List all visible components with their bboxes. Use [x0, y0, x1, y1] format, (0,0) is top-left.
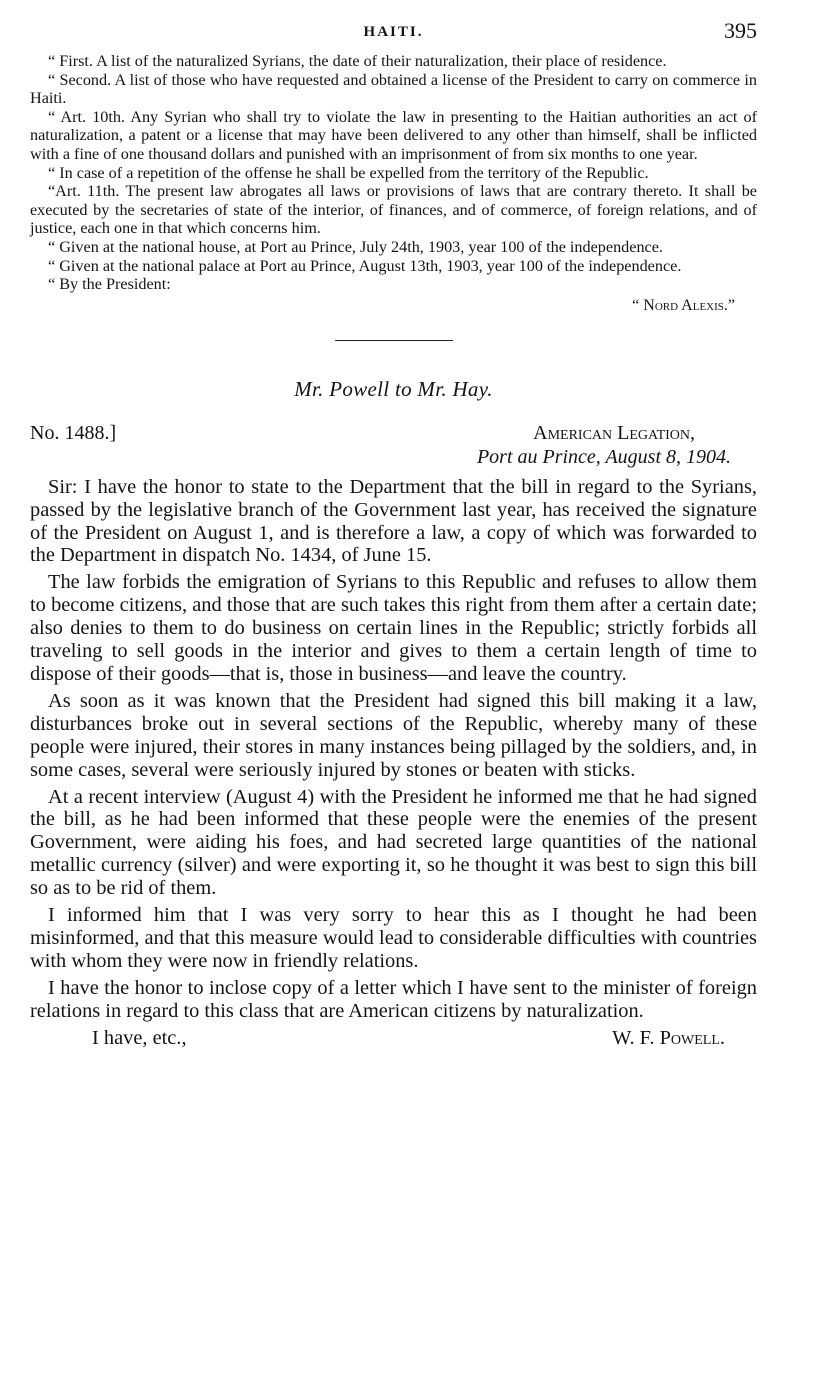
- running-header: [30, 18, 757, 52]
- letter-paragraph: As soon as it was known that the President had signed this bill making it a law, disturbances broke out in several sections of the Republic, whereby many of these people were injured, their stores in many instances being pillaged by the soldiers, and, in some cases, several were seriously injured by stones or beaten with sticks.: [30, 689, 757, 781]
- law-paragraph: “ In case of a repetition of the offense he shall be expelled from the territory of the Republic.: [48, 163, 649, 182]
- law-excerpt: [30, 52, 757, 294]
- letter-address-block: [30, 422, 757, 472]
- place-date: Port au Prince, August 8, 1904.: [476, 445, 731, 468]
- law-paragraph: “ Given at the national house, at Port au Prince, July 24th, 1903, year 100 of the independence.: [48, 237, 663, 256]
- letter-closing: [30, 1027, 757, 1057]
- dispatch-number: No. 1488.]: [30, 421, 117, 444]
- closing-phrase: I have, etc.,: [92, 1026, 187, 1049]
- page-number: 395: [724, 18, 757, 43]
- law-paragraph: “ By the President:: [48, 275, 171, 294]
- law-paragraph: “ Second. A list of those who have requested and obtained a license of the President to carry on commerce in Haiti.: [30, 70, 757, 108]
- letter-paragraph: The law forbids the emigration of Syrians to this Republic and refuses to allow them to become citizens, and those that are such takes this right from them after a certain date; also denies to them to do business on certain lines in the Republic; strictly forbids all traveling to sell goods in the interior and gives to them a certain length of time to dispose of their goods—that is, those in business—and leave the country.: [30, 571, 757, 685]
- document-page: [30, 18, 757, 1057]
- letter-paragraph: I have the honor to inclose copy of a letter which I have sent to the minister of foreign relations in regard to this class that are American citizens by naturalization.: [30, 976, 757, 1022]
- signature: W. F. Powell.: [612, 1026, 725, 1049]
- section-divider: [335, 340, 453, 341]
- letter-paragraph: Sir: I have the honor to state to the Department that the bill in regard to the Syrians, passed by the legislative branch of the Government last year, has received the signature of the President on August 1, and is therefore a law, a copy of which was forwarded to the Department in dispatch No. 1434, of June 15.: [30, 475, 757, 567]
- running-title: HAITI.: [363, 24, 424, 40]
- legation-name: American Legation,: [533, 421, 695, 444]
- letter-paragraph: At a recent interview (August 4) with the President he informed me that he had signed the bill, as he had been informed that these people were the enemies of the present Government, were aiding his foes, and had secreted large quantities of the national metallic currency (silver) and were exporting it, so he thought it was best to sign this bill so as to be rid of them.: [30, 785, 757, 900]
- letter-body: [30, 476, 757, 1023]
- law-paragraph: “ Given at the national palace at Port au Prince, August 13th, 1903, year 100 of the independence.: [48, 256, 682, 275]
- law-paragraph: “ Art. 10th. Any Syrian who shall try to violate the law in presenting to the Haitian authorities an act of naturalization, a patent or a license that may have been delivered to any other than himself, shall be inflicted with a fine of one thousand dollars and punished with an imprisonment of from six months to one year.: [30, 107, 757, 163]
- letter-paragraph: I informed him that I was very sorry to hear this as I thought he had been misinformed, and that this measure would lead to considerable difficulties with countries with whom they were now in friendly relations.: [30, 904, 757, 972]
- letter-heading: Mr. Powell to Mr. Hay.: [294, 376, 493, 401]
- law-paragraph: “Art. 11th. The present law abrogates all laws or provisions of laws that are contrary thereto. It shall be executed by the secretaries of state of the interior, of finances, and of commerce, of foreign relations, and of justice, each one in that which concerns him.: [30, 182, 757, 238]
- law-paragraph: “ First. A list of the naturalized Syrians, the date of their naturalization, their place of residence.: [48, 52, 667, 70]
- law-signer: “ Nord Alexis.”: [632, 296, 735, 314]
